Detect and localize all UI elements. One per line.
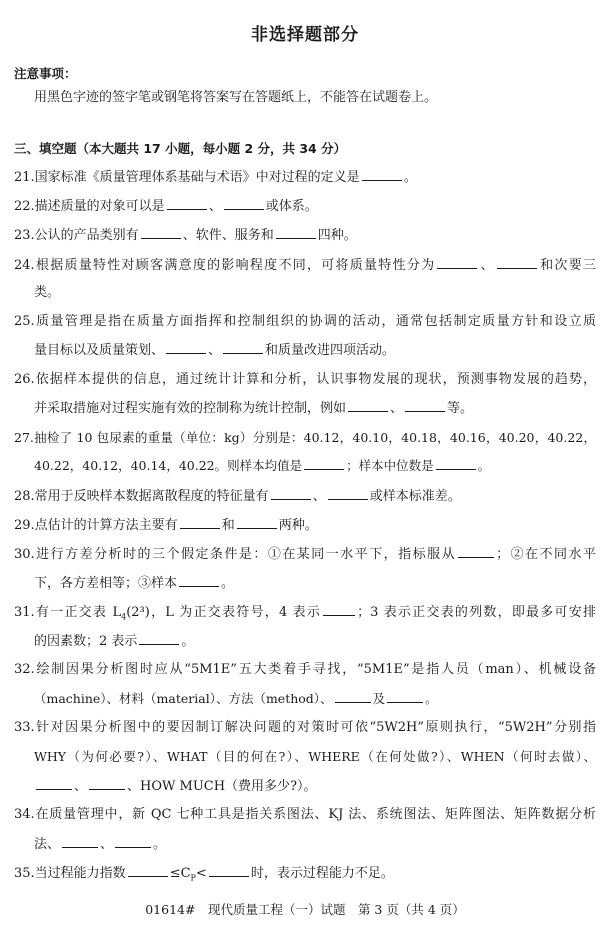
question-24: 24.根据质量特性对顾客满意度的影响程度不同，可将质量特性分为 、 和次要三 — [14, 258, 596, 273]
question-26-cont: 并采取措施对过程实施有效的控制称为统计控制，例如 、 等。 — [34, 401, 474, 416]
question-30: 30.进行方差分析时的三个假定条件是：①在某同一水平下，指标服从 ；②在不同水平 — [14, 547, 596, 562]
answer-blank — [128, 864, 168, 877]
notice-text: 用黑色字迹的签字笔或钢笔将答案写在答题纸上，不能答在试题卷上。 — [34, 90, 438, 105]
answer-blank — [223, 341, 263, 354]
answer-blank — [166, 341, 206, 354]
answer-blank — [167, 197, 207, 210]
question-33-cont: WHY（为何必要?）、WHAT（目的何在?）、WHERE（在何处做?）、WHEN（何时去做）、 — [34, 749, 596, 764]
answer-blank — [348, 399, 388, 412]
answer-blank — [436, 457, 476, 470]
answer-blank — [405, 399, 445, 412]
answer-blank — [89, 777, 125, 790]
answer-blank — [323, 603, 355, 616]
question-34: 34.在质量管理中，新 QC 七种工具是指关系图法、KJ 法、系统图法、矩阵图法、矩阵数据分析 — [14, 807, 596, 822]
question-33: 33.针对因果分析图中的要因制订解决问题的对策时可依“5W2H”原则执行，“5W2H”分别指 — [14, 720, 596, 735]
question-24-cont: 类。 — [34, 285, 61, 300]
question-31-cont: 的因素数；2 表示 。 — [34, 634, 195, 649]
question-22: 22.描述质量的对象可以是 、 或体系。 — [14, 199, 318, 214]
question-27-cont: 40.22，40.12，40.14，40.22。则样本均值是 ；样本中位数是 。 — [34, 458, 491, 473]
answer-blank — [139, 632, 179, 645]
question-23: 23.公认的产品类别有 、软件、服务和 四种。 — [14, 228, 357, 243]
answer-blank — [209, 864, 249, 877]
question-33-cont2: 、 、HOW MUCH（费用多少?）。 — [34, 777, 596, 796]
notice-heading: 注意事项： — [14, 66, 77, 81]
answer-blank — [304, 457, 344, 470]
answer-blank — [62, 835, 98, 848]
question-31: 31.有一正交表 $L_4(2^3)$，L 为正交表符号，4 表示 ；3 表示正交表的列数，即最多可安排 — [14, 605, 596, 622]
answer-blank — [387, 690, 423, 703]
answer-blank — [115, 835, 151, 848]
answer-blank — [179, 574, 219, 587]
answer-blank — [458, 545, 494, 558]
question-26: 26.依据样本提供的信息，通过统计计算和分析，认识事物发展的现状，预测事物发展的趋势， — [14, 372, 596, 387]
answer-blank — [276, 226, 316, 239]
question-34-cont: 法、 、 。 — [34, 837, 167, 852]
answer-blank — [141, 226, 181, 239]
answer-blank — [180, 516, 220, 529]
question-30-cont: 下，各方差相等；③样本 。 — [34, 576, 235, 591]
question-29: 29.点估计的计算方法主要有 和 两种。 — [14, 518, 318, 533]
page-footer: 01614# 现代质量工程（一）试题 第 3 页（共 4 页） — [145, 902, 465, 917]
question-32: 32.绘制因果分析图时应从“5M1E”五大类着手寻找，“5M1E”是指人员（man）、机械设备 — [14, 662, 596, 677]
answer-blank — [271, 487, 311, 500]
question-25: 25.质量管理是指在质量方面指挥和控制组织的协调的活动，通常包括制定质量方针和设立质 — [14, 314, 596, 329]
question-28: 28.常用于反映样本数据离散程度的特征量有 、 或样本标准差。 — [14, 489, 461, 504]
answer-blank — [328, 487, 368, 500]
section-heading: 三、填空题（本大题共 17 小题，每小题 2 分，共 34 分） — [14, 141, 347, 156]
question-21: 21.国家标准《质量管理体系基础与术语》中对过程的定义是 。 — [14, 170, 417, 185]
answer-blank — [497, 256, 537, 269]
question-35: 35.当过程能力指数 $\le C_P<$ 时，表示过程能力不足。 — [14, 866, 394, 883]
question-27: 27.抽检了 10 包尿素的重量（单位：kg）分别是：40.12，40.10，40.18，40.16，40.20，40.22， — [14, 430, 596, 445]
page-title: 非选择题部分 — [251, 25, 359, 45]
answer-blank — [36, 777, 72, 790]
answer-blank — [437, 256, 477, 269]
answer-blank — [237, 516, 277, 529]
question-25-cont: 量目标以及质量策划、 、 和质量改进四项活动。 — [34, 343, 396, 358]
question-32-cont: （machine）、材料（material）、方法（method）、 及 。 — [34, 691, 438, 706]
answer-blank — [362, 168, 402, 181]
answer-blank — [335, 690, 371, 703]
answer-blank — [224, 197, 264, 210]
